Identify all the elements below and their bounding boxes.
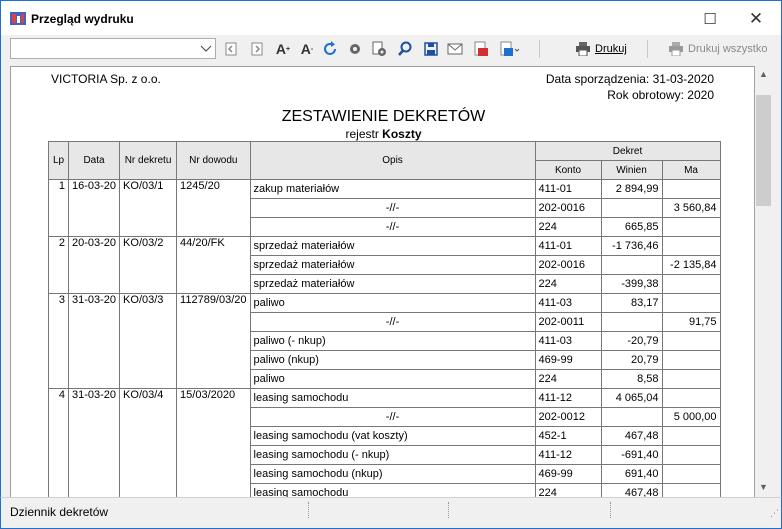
cell-debit: 467,48 bbox=[601, 427, 662, 446]
cell-document-no bbox=[177, 275, 250, 294]
table-row bbox=[49, 408, 721, 427]
cell-entry-no bbox=[120, 199, 177, 218]
cell-entry-no bbox=[120, 256, 177, 275]
cell-date bbox=[69, 427, 120, 446]
cell-date bbox=[69, 256, 120, 275]
cell-entry-no: KO/03/2 bbox=[120, 237, 177, 256]
cell-debit: 4 065,04 bbox=[601, 389, 662, 408]
table-row bbox=[49, 484, 721, 498]
page-select-combo[interactable] bbox=[10, 38, 216, 59]
cell-lp bbox=[49, 313, 69, 332]
table-row bbox=[49, 180, 721, 199]
scroll-down-icon[interactable]: ▼ bbox=[759, 481, 768, 492]
table-row bbox=[49, 313, 721, 332]
cell-date bbox=[69, 408, 120, 427]
maximize-button[interactable] bbox=[687, 1, 733, 36]
cell-lp bbox=[49, 332, 69, 351]
cell-description: zakup materiałów bbox=[250, 180, 535, 199]
cell-credit: -2 135,84 bbox=[662, 256, 720, 275]
cell-document-no bbox=[177, 313, 250, 332]
cell-account: 202-0012 bbox=[535, 408, 601, 427]
cell-account: 411-01 bbox=[535, 237, 601, 256]
cell-credit: 3 560,84 bbox=[662, 199, 720, 218]
cell-credit bbox=[662, 389, 720, 408]
cell-description: sprzedaż materiałów bbox=[250, 275, 535, 294]
cell-account: 224 bbox=[535, 218, 601, 237]
cell-debit bbox=[601, 256, 662, 275]
cell-entry-no bbox=[120, 465, 177, 484]
font-smaller-icon[interactable]: A - bbox=[300, 41, 314, 57]
report-page bbox=[10, 66, 755, 497]
cell-lp bbox=[49, 370, 69, 389]
cell-date bbox=[69, 199, 120, 218]
cell-debit: 691,40 bbox=[601, 465, 662, 484]
search-icon[interactable] bbox=[397, 41, 413, 57]
cell-description: paliwo bbox=[250, 370, 535, 389]
cell-description: -//- bbox=[250, 199, 535, 218]
close-button[interactable] bbox=[733, 1, 779, 36]
table-row bbox=[49, 237, 721, 256]
window-title: Przegląd wydruku bbox=[31, 12, 134, 26]
print-button-label: Drukuj bbox=[595, 43, 627, 55]
cell-description: paliwo (nkup) bbox=[250, 351, 535, 370]
cell-debit: 8,58 bbox=[601, 370, 662, 389]
table-row bbox=[49, 389, 721, 408]
cell-account: 202-0016 bbox=[535, 199, 601, 218]
cell-document-no: 1245/20 bbox=[177, 180, 250, 199]
table-row bbox=[49, 332, 721, 351]
cell-lp bbox=[49, 256, 69, 275]
cell-credit bbox=[662, 332, 720, 351]
toolbar-separator bbox=[647, 40, 648, 58]
maximize-icon: ☐ bbox=[703, 10, 717, 28]
cell-lp bbox=[49, 218, 69, 237]
cell-document-no bbox=[177, 199, 250, 218]
table-row bbox=[49, 446, 721, 465]
page-settings-icon[interactable] bbox=[371, 41, 387, 57]
cell-debit: -399,38 bbox=[601, 275, 662, 294]
cell-credit bbox=[662, 427, 720, 446]
subtitle-register: Koszty bbox=[382, 127, 422, 141]
cell-description: sprzedaż materiałów bbox=[250, 256, 535, 275]
cell-debit: 20,79 bbox=[601, 351, 662, 370]
cell-date bbox=[69, 351, 120, 370]
col-header-debit: Winien bbox=[601, 161, 662, 180]
cell-account: 411-12 bbox=[535, 446, 601, 465]
cell-description: -//- bbox=[250, 408, 535, 427]
col-header-entry-no: Nr dekretu bbox=[120, 142, 177, 180]
cell-debit: -691,40 bbox=[601, 446, 662, 465]
cell-debit: 2 894,99 bbox=[601, 180, 662, 199]
cell-description: leasing samochodu (- nkup) bbox=[250, 446, 535, 465]
fiscal-year: Rok obrotowy: 2020 bbox=[607, 88, 714, 102]
col-header-document-no: Nr dowodu bbox=[177, 142, 250, 180]
cell-date: 16-03-20 bbox=[69, 180, 120, 199]
toolbar-separator bbox=[539, 40, 540, 58]
cell-document-no: 15/03/2020 bbox=[177, 389, 250, 408]
cell-account: 411-03 bbox=[535, 294, 601, 313]
cell-credit bbox=[662, 351, 720, 370]
cell-entry-no bbox=[120, 332, 177, 351]
cell-date: 31-03-20 bbox=[69, 389, 120, 408]
cell-account: 224 bbox=[535, 484, 601, 498]
app-icon bbox=[10, 12, 26, 25]
cell-debit bbox=[601, 313, 662, 332]
report-title: ZESTAWIENIE DEKRETÓW bbox=[281, 108, 486, 125]
status-divider bbox=[448, 502, 449, 518]
cell-entry-no bbox=[120, 351, 177, 370]
col-header-credit: Ma bbox=[662, 161, 720, 180]
table-row bbox=[49, 427, 721, 446]
cell-entry-no: KO/03/4 bbox=[120, 389, 177, 408]
excel-export-icon[interactable] bbox=[499, 41, 521, 57]
chevron-down-icon[interactable] bbox=[199, 41, 213, 56]
cell-credit bbox=[662, 237, 720, 256]
cell-credit bbox=[662, 465, 720, 484]
cell-document-no bbox=[177, 218, 250, 237]
cell-entry-no bbox=[120, 408, 177, 427]
status-divider bbox=[610, 502, 611, 518]
cell-credit bbox=[662, 370, 720, 389]
cell-lp bbox=[49, 427, 69, 446]
cell-description: leasing samochodu (vat koszty) bbox=[250, 427, 535, 446]
cell-date bbox=[69, 332, 120, 351]
cell-description: -//- bbox=[250, 218, 535, 237]
status-text: Dziennik dekretów bbox=[10, 505, 109, 519]
cell-credit bbox=[662, 294, 720, 313]
table-row bbox=[49, 370, 721, 389]
scroll-thumb[interactable] bbox=[756, 95, 771, 206]
toolbar bbox=[0, 35, 782, 63]
scroll-up-icon[interactable]: ▲ bbox=[759, 68, 768, 79]
cell-description: leasing samochodu (nkup) bbox=[250, 465, 535, 484]
status-bar bbox=[0, 497, 782, 529]
print-all-button[interactable] bbox=[668, 39, 767, 59]
table-row bbox=[49, 199, 721, 218]
cell-entry-no bbox=[120, 218, 177, 237]
cell-document-no bbox=[177, 370, 250, 389]
cell-debit: -1 736,46 bbox=[601, 237, 662, 256]
cell-entry-no bbox=[120, 370, 177, 389]
cell-lp bbox=[49, 484, 69, 498]
creation-date: Data sporządzenia: 31-03-2020 bbox=[545, 72, 714, 86]
table-row bbox=[49, 275, 721, 294]
printer-icon bbox=[575, 42, 591, 56]
refresh-icon[interactable] bbox=[323, 41, 339, 57]
mail-icon[interactable] bbox=[447, 41, 463, 57]
cell-credit bbox=[662, 180, 720, 199]
cell-account: 202-0011 bbox=[535, 313, 601, 332]
cell-lp: 1 bbox=[49, 180, 69, 199]
cell-credit bbox=[662, 275, 720, 294]
print-all-button-label: Drukuj wszystko bbox=[688, 43, 768, 55]
subtitle-prefix: rejestr bbox=[345, 127, 379, 141]
cell-document-no: 112789/03/20 bbox=[177, 294, 250, 313]
cell-description: leasing samochodu bbox=[250, 484, 535, 498]
cell-description: -//- bbox=[250, 313, 535, 332]
cell-date bbox=[69, 275, 120, 294]
cell-lp bbox=[49, 408, 69, 427]
preview-area bbox=[0, 63, 782, 497]
cell-entry-no: KO/03/3 bbox=[120, 294, 177, 313]
cell-date bbox=[69, 465, 120, 484]
table-row bbox=[49, 351, 721, 370]
cell-entry-no bbox=[120, 275, 177, 294]
cell-entry-no bbox=[120, 484, 177, 498]
cell-document-no bbox=[177, 332, 250, 351]
close-icon: ✕ bbox=[748, 8, 764, 28]
vertical-scrollbar[interactable] bbox=[755, 63, 772, 497]
cell-entry-no: KO/03/1 bbox=[120, 180, 177, 199]
cell-account: 224 bbox=[535, 275, 601, 294]
cell-document-no bbox=[177, 484, 250, 498]
cell-debit: 467,48 bbox=[601, 484, 662, 498]
cell-description: paliwo (- nkup) bbox=[250, 332, 535, 351]
cell-description: leasing samochodu bbox=[250, 389, 535, 408]
entries-body bbox=[49, 180, 721, 498]
cell-entry-no bbox=[120, 313, 177, 332]
cell-lp bbox=[49, 351, 69, 370]
cell-document-no: 44/20/FK bbox=[177, 237, 250, 256]
cell-debit: 665,85 bbox=[601, 218, 662, 237]
cell-lp bbox=[49, 275, 69, 294]
cell-date bbox=[69, 446, 120, 465]
cell-credit bbox=[662, 484, 720, 498]
col-header-date: Data bbox=[69, 142, 120, 180]
cell-credit bbox=[662, 446, 720, 465]
cell-lp bbox=[49, 465, 69, 484]
table-row bbox=[49, 218, 721, 237]
cell-document-no bbox=[177, 427, 250, 446]
cell-lp bbox=[49, 199, 69, 218]
cell-document-no bbox=[177, 465, 250, 484]
col-header-lp: Lp bbox=[49, 142, 69, 180]
cell-entry-no bbox=[120, 427, 177, 446]
report-subtitle bbox=[11, 127, 755, 141]
resize-grip-icon[interactable]: ⋰ bbox=[770, 508, 779, 518]
cell-account: 469-99 bbox=[535, 465, 601, 484]
col-header-account: Konto bbox=[535, 161, 601, 180]
cell-date: 20-03-20 bbox=[69, 237, 120, 256]
table-row bbox=[49, 465, 721, 484]
first-page-icon[interactable] bbox=[223, 41, 239, 57]
cell-credit: 91,75 bbox=[662, 313, 720, 332]
col-header-description: Opis bbox=[250, 142, 535, 180]
status-divider bbox=[308, 502, 309, 518]
pdf-export-icon[interactable] bbox=[473, 41, 489, 57]
cell-document-no bbox=[177, 446, 250, 465]
cell-debit: 83,17 bbox=[601, 294, 662, 313]
cell-debit: -20,79 bbox=[601, 332, 662, 351]
print-button[interactable] bbox=[575, 39, 627, 59]
entries-table bbox=[48, 141, 721, 497]
title-bar bbox=[0, 0, 782, 35]
cell-date bbox=[69, 484, 120, 498]
cell-debit bbox=[601, 199, 662, 218]
cell-lp: 3 bbox=[49, 294, 69, 313]
cell-credit: 5 000,00 bbox=[662, 408, 720, 427]
cell-date bbox=[69, 313, 120, 332]
cell-lp: 4 bbox=[49, 389, 69, 408]
cell-date bbox=[69, 370, 120, 389]
cell-lp bbox=[49, 446, 69, 465]
settings-icon[interactable] bbox=[347, 41, 363, 57]
cell-description: paliwo bbox=[250, 294, 535, 313]
cell-debit bbox=[601, 408, 662, 427]
cell-account: 469-99 bbox=[535, 351, 601, 370]
last-page-icon[interactable] bbox=[249, 41, 265, 57]
cell-account: 202-0016 bbox=[535, 256, 601, 275]
cell-account: 224 bbox=[535, 370, 601, 389]
cell-account: 411-03 bbox=[535, 332, 601, 351]
cell-account: 452-1 bbox=[535, 427, 601, 446]
cell-document-no bbox=[177, 408, 250, 427]
cell-document-no bbox=[177, 256, 250, 275]
cell-account: 411-12 bbox=[535, 389, 601, 408]
cell-document-no bbox=[177, 351, 250, 370]
cell-date: 31-03-20 bbox=[69, 294, 120, 313]
cell-date bbox=[69, 218, 120, 237]
col-header-entry: Dekret bbox=[535, 142, 720, 161]
table-row bbox=[49, 294, 721, 313]
save-icon[interactable] bbox=[423, 41, 439, 57]
company-name: VICTORIA Sp. z o.o. bbox=[51, 72, 161, 86]
cell-credit bbox=[662, 218, 720, 237]
cell-description: sprzedaż materiałów bbox=[250, 237, 535, 256]
printer-icon bbox=[668, 42, 684, 56]
cell-account: 411-01 bbox=[535, 180, 601, 199]
table-row bbox=[49, 256, 721, 275]
cell-lp: 2 bbox=[49, 237, 69, 256]
cell-entry-no bbox=[120, 446, 177, 465]
font-larger-icon[interactable]: A + bbox=[275, 41, 291, 57]
